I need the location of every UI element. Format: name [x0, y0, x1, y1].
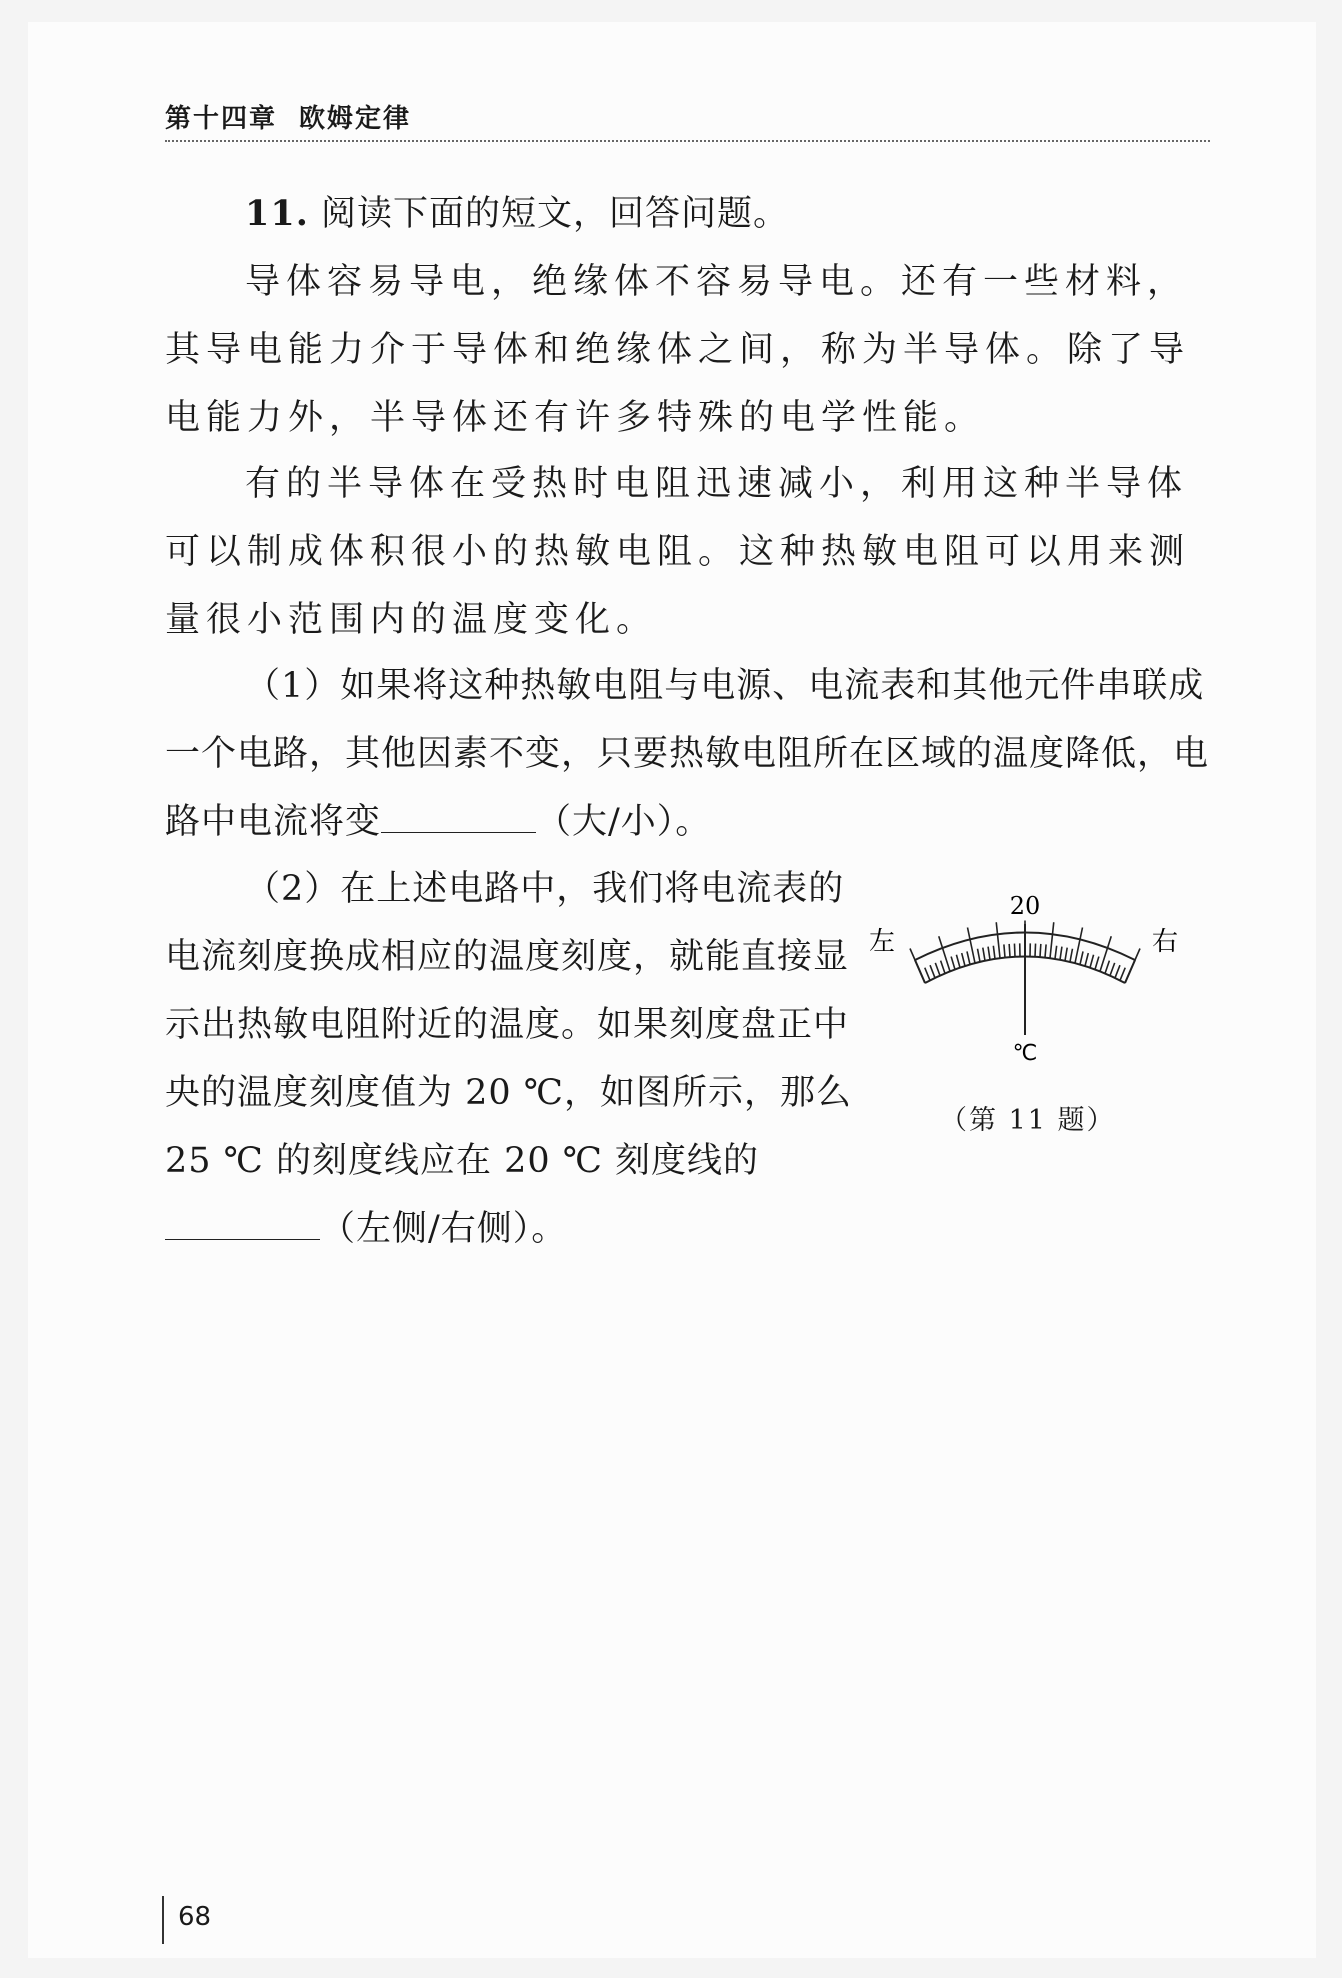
dial-tick: [1045, 944, 1046, 957]
question-part-2: [165, 855, 855, 1263]
part-2-options: （左侧/右侧）。: [320, 1209, 568, 1249]
dial-tick: [1095, 957, 1099, 970]
dial-tick: [1004, 944, 1005, 957]
dial-tick: [1090, 955, 1094, 968]
passage-paragraph-2: 有的半导体在受热时电阻迅速减小，利用这种半导体可以制成体积很小的热敏电阻。这种热敏电阻可以用来测量很小范围内的温度变化。: [165, 464, 1191, 640]
header-divider: [165, 140, 1210, 142]
dial-left-label: 左: [868, 927, 896, 957]
dial-tick: [939, 936, 950, 971]
part-1-options: （大/小）。: [536, 802, 712, 842]
dial-tick: [1050, 922, 1054, 958]
question-part-1: [165, 652, 1215, 856]
dial-tick: [1080, 951, 1083, 964]
part-1-text: （1）如果将这种热敏电阻与电源、电流表和其他元件串联成一个电路，其他因素不变，只要热敏电阻所在区域的温度降低，电路中电流将变: [165, 666, 1210, 842]
chapter-title: 欧姆定律: [299, 104, 412, 134]
dial-tick: [925, 968, 930, 981]
dial-tick: [996, 922, 1000, 958]
dial-tick: [1085, 953, 1088, 966]
dial-tick: [1110, 963, 1115, 976]
dial-right-label: 右: [1151, 927, 1179, 957]
dial-tick: [967, 951, 970, 964]
dial-tick: [978, 949, 980, 962]
dial-tick: [930, 965, 935, 978]
dial-tick: [962, 953, 965, 966]
dial-tick: [1014, 944, 1015, 957]
passage-paragraph-1: 导体容易导电，绝缘体不容易导电。还有一些材料，其导电能力介于导体和绝缘体之间，称为半导体。除了导电能力外，半导体还有许多特殊的电学性能。: [165, 262, 1191, 438]
dial-tick: [1055, 946, 1057, 959]
dial-tick: [951, 957, 955, 970]
dial-scale-svg: [860, 880, 1190, 1110]
dial-tick: [910, 949, 925, 984]
dial-tick: [935, 963, 940, 976]
dial-tick: [1100, 936, 1111, 971]
dial-tick: [1070, 949, 1072, 962]
dial-tick: [1009, 944, 1010, 957]
dial-tick: [941, 961, 945, 974]
chapter-header: [165, 98, 411, 135]
dial-tick: [1120, 968, 1125, 981]
page-number: 68: [178, 1902, 212, 1932]
dial-tick: [1040, 944, 1041, 957]
answer-blank-2[interactable]: [165, 1209, 320, 1240]
dial-unit-label: ℃: [1012, 1041, 1038, 1066]
answer-blank-1[interactable]: [381, 802, 536, 833]
question-number: 11.: [245, 193, 309, 234]
question-prompt: [165, 180, 1215, 248]
dial-tick: [983, 948, 985, 961]
dial-tick: [956, 955, 960, 968]
dial-tick: [993, 946, 995, 959]
dial-tick: [1125, 949, 1140, 984]
question-prompt-text: 阅读下面的短文，回答问题。: [321, 194, 790, 234]
dial-tick: [1035, 944, 1036, 957]
figure-caption: （第 11 题）: [940, 1105, 1116, 1136]
dial-tick: [988, 947, 990, 960]
part-2-text: （2）在上述电路中，我们将电流表的电流刻度换成相应的温度刻度，就能直接显示出热敏电阻附近的温度。如果刻度盘正中央的温度刻度值为 20 ℃，如图所示，那么25 ℃ 的刻度线应在 20 ℃ 刻度线的: [165, 869, 852, 1181]
chapter-number: 第十四章: [165, 104, 278, 134]
page-number-bar: [162, 1896, 164, 1944]
dial-tick: [1115, 965, 1120, 978]
dial-tick: [1060, 947, 1062, 960]
dial-center-value: 20: [1009, 892, 1041, 920]
dial-tick: [1105, 961, 1109, 974]
dial-tick: [1065, 948, 1067, 961]
